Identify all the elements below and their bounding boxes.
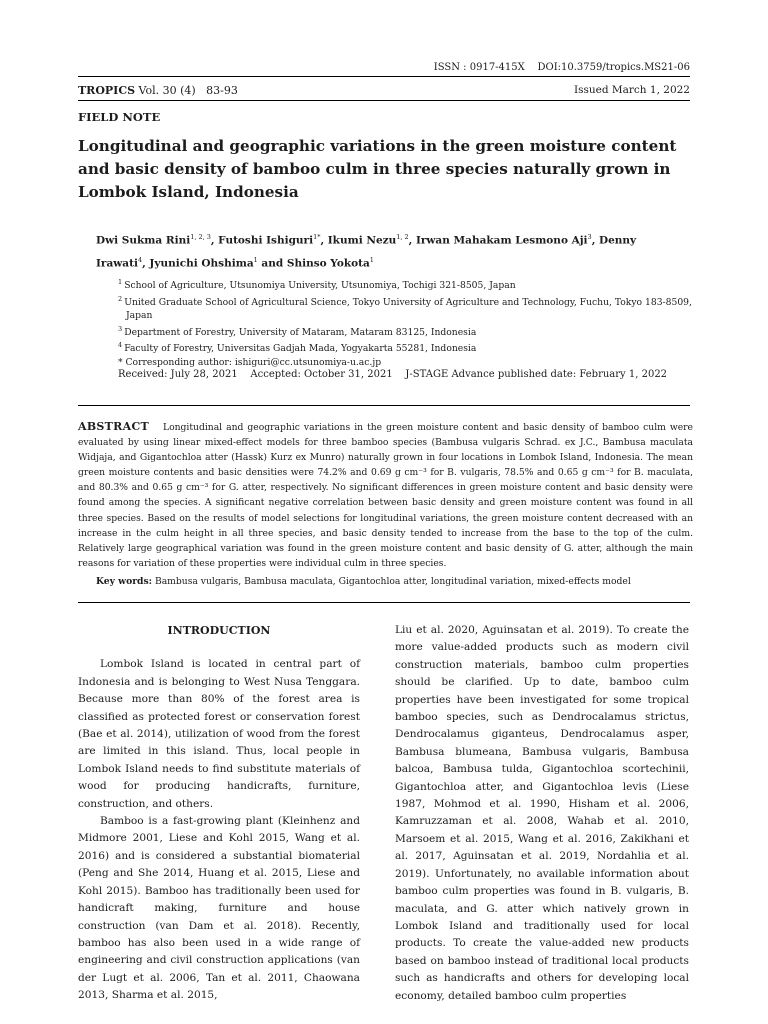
- header-rule: [78, 100, 690, 101]
- section-label: FIELD NOTE: [78, 110, 161, 124]
- author-name: Denny Irawati: [96, 234, 637, 269]
- issn-doi: ISSN : 0917-415X DOI:10.3759/tropics.MS21-06: [433, 62, 690, 73]
- author-name: Dwi Sukma Rini: [96, 234, 191, 247]
- author-affiliation-mark: 1: [253, 255, 258, 264]
- author-affiliation-mark: 1*: [313, 233, 321, 241]
- intro-paragraph-3: Liu et al. 2020, Aguinsatan et al. 2019). To create the more value-added products such as modern civil construction materials, bamboo culm properties should be clarified. Up to date, bamboo culm properties have been investigated for some tropical bamboo species, such as Dendrocalamus strictus, Dendrocalamus giganteus, Dendrocalamus asper, Bambusa blumeana, Bambusa vulgaris, Bambusa balcoa, Bambusa tulda, Gigantochloa scortechinii, Gigantochloa atter, and Gigantochloa levis (Liese 1987, Mohmod et al. 1990, Hisham et al. 2006, Kamruzzaman et al. 2008, Wahab et al. 2010, Marsoem et al. 2015, Wang et al. 2016, Zakikhani et al. 2017, Aguinsatan et al. 2019, Nordahlia et al. 2019). Unfortunately, no available information about bamboo culm properties was found in B. vulgaris, B. maculata, and G. atter which natively grown in Lombok Island and traditionally used for local products. To create the value-added new products based on bamboo instead of traditional local products such as handicrafts and others for developing local economy, detailed bamboo culm properties: [395, 624, 689, 1002]
- affiliation: [118, 356, 698, 370]
- author-name: Ikumi Nezu: [327, 234, 397, 247]
- abstract: [78, 419, 693, 571]
- author-separator: and: [257, 257, 287, 269]
- affiliation: [118, 276, 698, 293]
- author-name: Futoshi Ishiguri: [218, 234, 314, 247]
- author-name: Irwan Mahakam Lesmono Aji: [415, 234, 588, 247]
- affiliation-mark: 2: [118, 294, 125, 303]
- affiliation-mark: 3: [118, 324, 125, 333]
- keywords-text: Bambusa vulgaris, Bambusa maculata, Gigantochloa atter, longitudinal variation, mixed-effects model: [154, 576, 631, 587]
- author-name: Jyunichi Ohshima: [149, 257, 254, 269]
- intro-paragraph-1: Lombok Island is located in central part of Indonesia and is belonging to West Nusa Tenggara. Because more than 80% of the forest area is classified as protected forest or conservation forest (Bae et al. 2014), utilization of wood from the forest are limited in this island. Thus, local people in Lombok Island needs to find substitute materials of wood for producing handicrafts, furniture, construction, and others.: [78, 658, 360, 810]
- affiliation-text: United Graduate School of Agricultural Science, Tokyo University of Agriculture and Technology, Fuchu, Tokyo 183-8509,: [124, 296, 692, 308]
- author-affiliation-mark: 3: [587, 233, 592, 241]
- affiliation-list: [118, 276, 698, 369]
- author-separator: ,: [320, 234, 328, 247]
- author-separator: ,: [210, 234, 219, 247]
- affiliation: [118, 309, 698, 323]
- author-name: Shinso Yokota: [286, 257, 370, 269]
- affiliation-text: Department of Forestry, University of Mataram, Mataram 83125, Indonesia: [124, 326, 477, 338]
- affiliation-text: * Corresponding author: ishiguri@cc.utsunomiya-u.ac.jp: [118, 356, 382, 368]
- keywords-rule: [78, 602, 690, 603]
- paper-title: Longitudinal and geographic variations in the green moisture content and basic density of bamboo culm in three species naturally grown in Lombok Island, Indonesia: [78, 137, 677, 201]
- column-right: [395, 622, 689, 1005]
- affiliation: [118, 293, 698, 310]
- keywords-heading: Key words:: [96, 576, 153, 587]
- affiliation-text: Faculty of Forestry, Universitas Gadjah Mada, Yogyakarta 55281, Indonesia: [124, 343, 477, 355]
- abstract-heading: ABSTRACT: [78, 420, 149, 433]
- abstract-text: Longitudinal and geographic variations in the green moisture content and basic density of bamboo culm were evaluated by using linear mixed-effect models for three bamboo species (Bambusa vulgaris Schrad. ex J.C., Bambusa maculata Widjaja, and Gigantochloa atter (Hassk) Kurz ex Munro) naturally grown in four locations in Lombok Island, Indonesia. The mean green moisture contents and basic densities were 74.2% and 0.69 g cm⁻³ for B. vulgaris, 78.5% and 0.65 g cm⁻³ for B. maculata, and 80.3% and 0.65 g cm⁻³ for G. atter, respectively. No significant differences in green moisture content and basic density were found among the species. A significant negative correlation between basic density and green moisture content was found in all three species. Based on the results of model selections for longitudinal variations, the green moisture content decreased with an increase in the culm height in all three species, and basic density tended to increase from the base to the top of the culm. Relatively large geographical variation was found in the green moisture content and basic density of G. atter, although the main reasons for variation of these properties were individual culm in three species.: [78, 422, 693, 569]
- affiliation-text: School of Agriculture, Utsunomiya University, Utsunomiya, Tochigi 321-8505, Japan: [124, 280, 516, 292]
- author-affiliation-mark: 1: [369, 255, 374, 264]
- affiliation-mark: 4: [118, 341, 125, 350]
- journal-citation: [78, 84, 238, 97]
- affiliation-text: Japan: [126, 310, 153, 322]
- author-affiliation-mark: 1, 2: [396, 233, 409, 241]
- abstract-rule: [78, 405, 690, 406]
- author-affiliation-mark: 4: [137, 255, 143, 264]
- author-separator: ,: [142, 257, 150, 269]
- column-left: [78, 622, 360, 1005]
- keywords: [96, 576, 696, 587]
- top-rule: [78, 76, 690, 77]
- affiliation: [118, 339, 698, 356]
- submission-dates: Received: July 28, 2021 Accepted: October 31, 2021 J-STAGE Advance published date: February 1, 2022: [118, 369, 668, 380]
- introduction-heading: INTRODUCTION: [167, 624, 271, 637]
- affiliation-mark: 1: [118, 278, 125, 286]
- author-affiliation-mark: 1, 2, 3: [190, 233, 211, 241]
- author-separator: ,: [591, 234, 599, 247]
- journal-name: TROPICS: [78, 84, 136, 97]
- affiliation: [118, 323, 698, 340]
- issued-date: Issued March 1, 2022: [573, 84, 690, 96]
- journal-volume: Vol. 30 (4) 83-93: [138, 84, 238, 97]
- intro-paragraph-2: Bamboo is a fast-growing plant (Kleinhenz and Midmore 2001, Liese and Kohl 2015, Wang et al. 2016) and is considered a substantial biomaterial (Peng and She 2014, Huang et al. 2015, Liese and Kohl 2015). Bamboo has traditionally been used for handicraft making, furniture and house construction (van Dam et al. 2018). Recently, bamboo has also been used in a wide range of engineering and civil construction applications (van der Lugt et al. 2006, Tan et al. 2011, Chaowana 2013, Sharma et al. 2015,: [78, 815, 360, 1002]
- author-separator: ,: [408, 234, 416, 247]
- author-list: [96, 228, 686, 273]
